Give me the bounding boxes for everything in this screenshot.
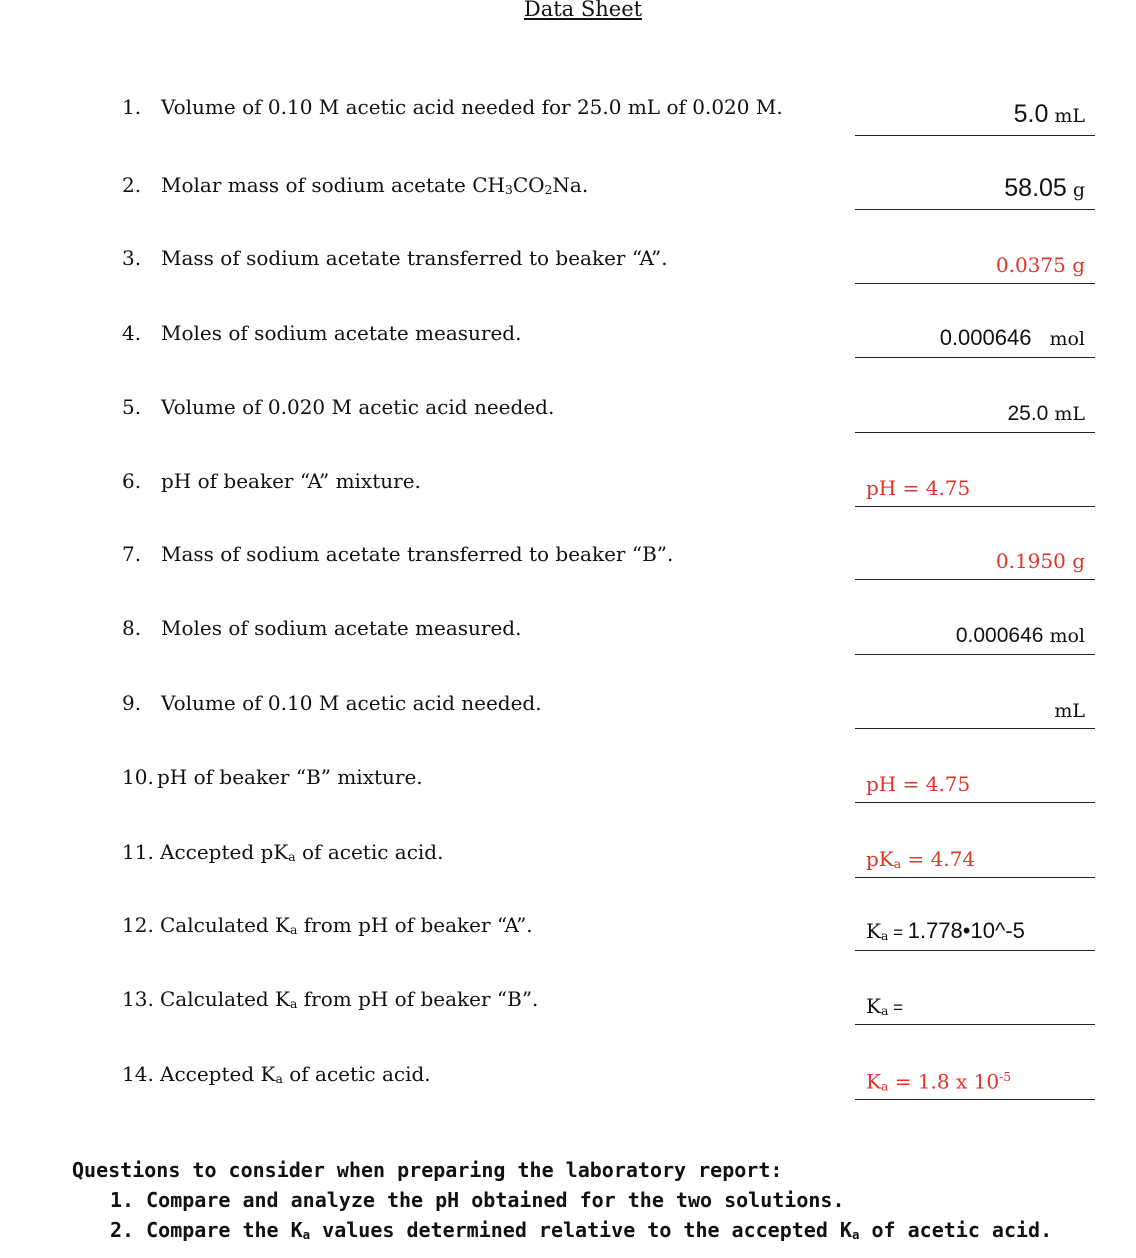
item-number: 13.: [122, 987, 154, 1011]
answer-value: 5.0: [1013, 100, 1049, 128]
answer-field-8[interactable]: [855, 614, 1095, 655]
item-question: Volume of 0.10 M acetic acid needed.: [161, 691, 542, 715]
item-question: Volume of 0.10 M acetic acid needed for 25.0 mL of 0.020 M.: [161, 95, 783, 119]
item-question: Mass of sodium acetate transferred to beaker “B”.: [161, 542, 674, 566]
item-question: Moles of sodium acetate measured.: [161, 321, 522, 345]
item-question: Volume of 0.020 M acetic acid needed.: [161, 395, 555, 419]
answer-field-3[interactable]: [855, 243, 1095, 284]
report-questions: [72, 1155, 1052, 1250]
answer-unit: mol: [1049, 625, 1085, 647]
answer-unit: mL: [1054, 700, 1085, 722]
answer-value: 0.1950 g: [995, 549, 1085, 573]
item-question: Calculated Ka from pH of beaker “B”.: [160, 987, 539, 1011]
answer-field-11[interactable]: [855, 837, 1095, 878]
answer-value: 58.05: [1004, 174, 1067, 202]
answer-unit: mL: [1054, 105, 1085, 127]
item-question: Accepted Ka of acetic acid.: [160, 1062, 431, 1086]
answer-field-9[interactable]: [855, 688, 1095, 729]
answer-unit: mol: [1049, 328, 1085, 350]
item-question: Mass of sodium acetate transferred to beaker “A”.: [161, 246, 668, 270]
item-number: 12.: [122, 913, 154, 937]
answer-value: Ka = 1.778•10^-5: [866, 918, 1025, 943]
item-question: Molar mass of sodium acetate CH3CO2Na.: [161, 173, 589, 197]
item-question: Accepted pKa of acetic acid.: [160, 840, 444, 864]
questions-heading: Questions to consider when preparing the laboratory report:: [72, 1158, 783, 1182]
item-number: 11.: [122, 840, 154, 864]
item-number: 7.: [122, 542, 142, 566]
item-question: pH of beaker “B” mixture.: [157, 765, 423, 789]
item-number: 9.: [122, 691, 142, 715]
answer-unit: mL: [1054, 403, 1085, 425]
answer-value: 25.0: [1007, 402, 1049, 425]
item-question: pH of beaker “A” mixture.: [161, 469, 421, 493]
item-number: 2.: [122, 173, 142, 197]
answer-value: Ka =: [866, 994, 903, 1018]
item-number: 14.: [122, 1062, 154, 1086]
item-question: Moles of sodium acetate measured.: [161, 616, 522, 640]
answer-field-12[interactable]: [855, 910, 1095, 951]
item-number: 3.: [122, 246, 142, 270]
answer-field-1[interactable]: [855, 95, 1095, 136]
item-question: Calculated Ka from pH of beaker “A”.: [160, 913, 533, 937]
answer-value: 0.000646: [939, 325, 1032, 350]
answer-field-10[interactable]: [855, 762, 1095, 803]
answer-value: pH = 4.75: [866, 772, 971, 796]
answer-field-7[interactable]: [855, 539, 1095, 580]
item-number: 8.: [122, 616, 142, 640]
question-1: 1. Compare and analyze the pH obtained for the two solutions.: [110, 1188, 845, 1212]
item-number: 4.: [122, 321, 142, 345]
answer-field-13[interactable]: [855, 984, 1095, 1025]
answer-field-5[interactable]: [855, 392, 1095, 433]
item-number: 1.: [122, 95, 142, 119]
answer-field-2[interactable]: [855, 169, 1095, 210]
page-title: Data Sheet: [523, 0, 643, 21]
answer-value: 0.000646: [955, 624, 1044, 647]
answer-field-4[interactable]: [855, 317, 1095, 358]
answer-value: Ka = 1.8 x $10^{-5}$: [866, 1068, 1012, 1093]
item-number: 5.: [122, 395, 142, 419]
answer-field-6[interactable]: [855, 466, 1095, 507]
item-number: 10.: [122, 765, 154, 789]
answer-unit: g: [1072, 179, 1085, 201]
answer-value: pH = 4.75: [866, 476, 971, 500]
answer-value: pKa = 4.74: [866, 847, 976, 871]
item-number: 6.: [122, 469, 142, 493]
answer-value: 0.0375 g: [995, 253, 1085, 277]
answer-field-14[interactable]: [855, 1059, 1095, 1100]
question-2: 2. Compare the Ka values determined relative to the accepted Ka of acetic acid.: [110, 1218, 1053, 1242]
